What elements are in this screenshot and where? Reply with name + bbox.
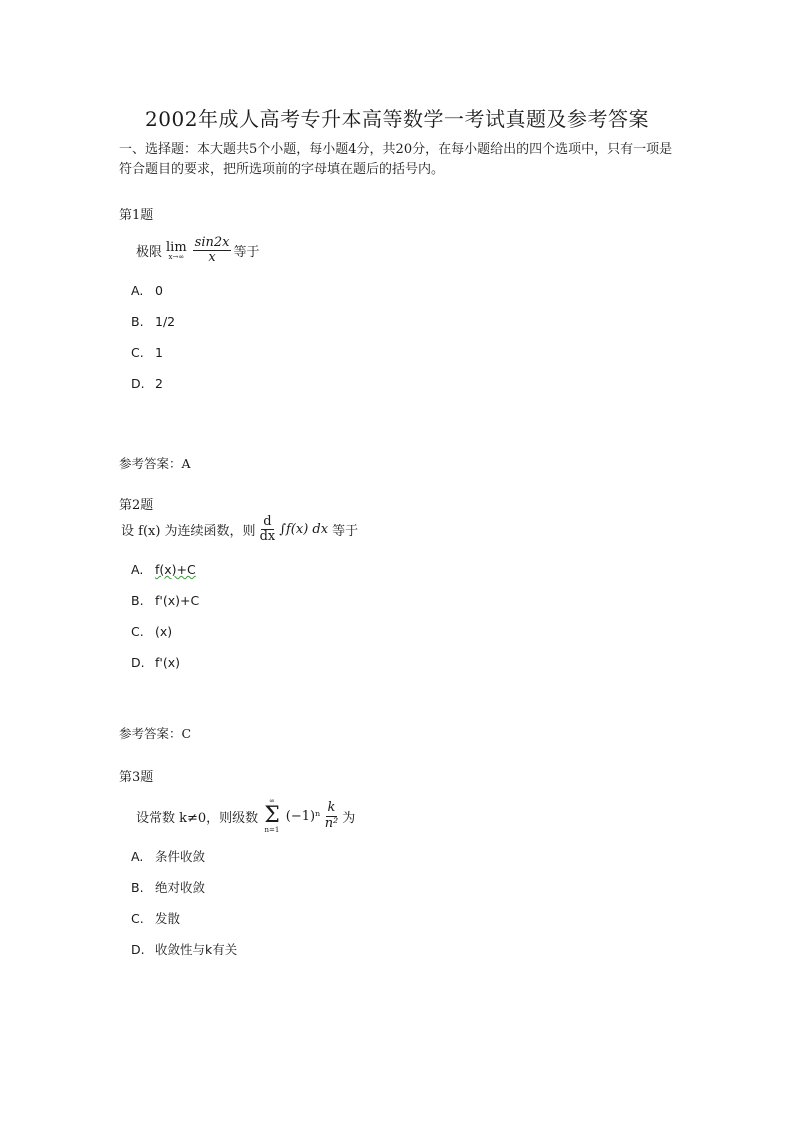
summation [264,798,280,834]
question-3-option-b [131,878,205,896]
option-letter: B. [131,880,144,895]
option-letter: B. [131,593,144,608]
option-letter: D. [131,376,145,391]
question-1-option-c [131,345,163,360]
fraction-numerator: sin2x [194,235,230,250]
option-letter: D. [131,655,145,670]
option-text: 1/2 [155,314,176,329]
section-intro: 一、选择题：本大题共5个小题，每小题4分，共20分，在每小题给出的四个选项中，只有一项是符合题目的要求，把所选项前的字母填在题后的括号内。 [119,142,673,177]
option-text: 条件收敛 [155,849,206,864]
formula-suffix: 等于 [233,245,260,261]
limit-operator [166,241,187,261]
option-letter: C. [131,345,144,360]
question-1-answer: 参考答案：A [119,456,191,471]
limit-symbol: lim [166,239,187,255]
question-1-formula [136,236,260,266]
option-letter: C. [131,911,144,926]
sum-lower-limit: n=1 [264,826,280,834]
option-letter: A. [131,849,144,864]
option-letter: D. [131,942,145,957]
question-3-formula [136,798,355,834]
formula-suffix: 为 [342,810,356,826]
question-3-option-d [131,940,237,958]
series-term: (−1)ⁿ [285,808,321,824]
question-1-option-b [131,314,175,329]
question-3-option-a [131,847,205,865]
question-2-option-a [131,562,196,577]
option-text: f'(x) [155,655,180,670]
option-text: 发散 [155,911,181,926]
question-2-answer: 参考答案：C [119,726,192,741]
option-text: f'(x)+C [155,593,200,608]
option-text: (x) [155,624,173,639]
option-text: 收敛性与k有关 [155,942,238,957]
question-2-formula [121,515,358,545]
limit-subscript: x→∞ [168,252,185,261]
question-2-label: 第2题 [119,498,154,513]
fraction-denominator: x [208,250,216,266]
option-letter: A. [131,562,144,577]
formula-suffix: 等于 [332,524,359,540]
option-text: 1 [155,345,163,360]
question-3-label: 第3题 [119,770,154,785]
option-letter: A. [131,283,144,298]
fraction [323,801,341,831]
formula-prefix: 设 f(x) 为连续函数，则 [121,524,256,540]
question-2-option-b [131,593,199,608]
option-text: 绝对收敛 [155,880,206,895]
integral-expression: ∫f(x) dx [279,522,329,538]
page-title: 2002年成人高考专升本高等数学一考试真题及参考答案 [145,107,649,131]
question-2-option-d [131,655,180,670]
question-2-option-c [131,624,172,639]
fraction-numerator: d [263,514,272,529]
option-letter: C. [131,624,144,639]
option-text: 2 [155,376,163,391]
sum-upper-limit: ∞ [269,797,275,805]
fraction-denominator: dx [259,529,276,545]
formula-prefix: 设常数 k≠0，则级数 [136,810,259,826]
formula-prefix: 极限 [136,245,163,261]
option-text: 0 [155,283,163,298]
fraction [193,236,232,266]
fraction-denominator: n² [324,815,339,831]
question-1-option-d [131,376,163,391]
option-letter: B. [131,314,144,329]
sum-symbol: Σ [264,803,280,828]
derivative-fraction [258,515,278,545]
option-text: f(x)+C [155,562,196,577]
fraction-numerator: k [327,800,336,816]
question-3-option-c [131,909,180,927]
question-1-label: 第1题 [119,208,154,223]
question-1-option-a [131,283,163,298]
